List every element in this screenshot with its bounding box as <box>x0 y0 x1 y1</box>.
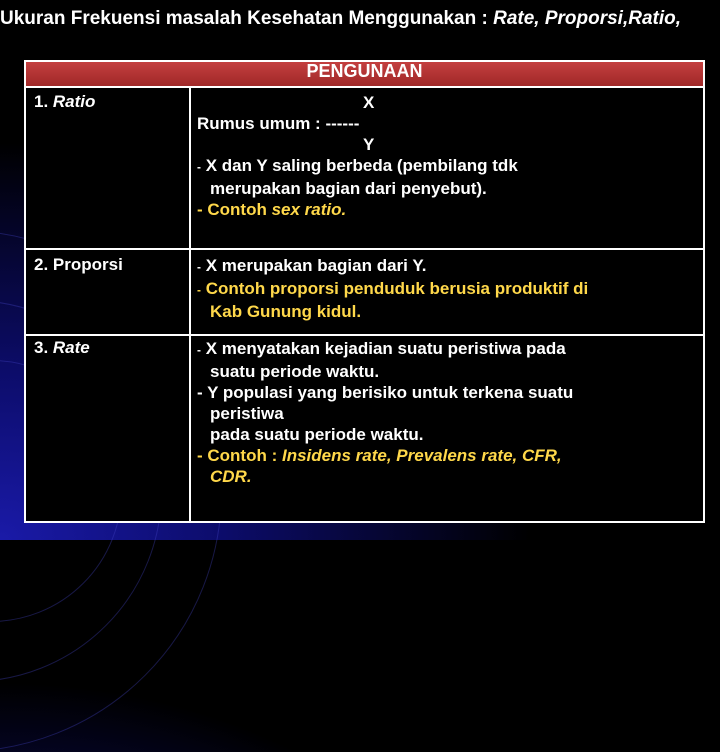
proporsi-point-1: - X merupakan bagian dari Y. <box>197 256 427 275</box>
row-label-ratio: 1. Ratio <box>34 92 96 111</box>
ratio-point-1: - X dan Y saling berbeda (pembilang tdk <box>197 156 518 175</box>
usage-table <box>24 60 705 523</box>
proporsi-example-cont: Kab Gunung kidul. <box>210 302 362 321</box>
row-content-rate <box>197 338 697 487</box>
formula-numerator: X <box>363 93 375 112</box>
table-header-label: PENGUNAAN <box>306 61 423 81</box>
rate-point-2-cont: pada suatu periode waktu. <box>210 425 424 444</box>
rate-point-1: - X menyatakan kejadian suatu peristiwa pada <box>197 339 566 358</box>
proporsi-example: - Contoh proporsi penduduk berusia produktif di <box>197 279 589 298</box>
row-content-proporsi <box>197 255 697 322</box>
formula-denominator: Y <box>363 135 375 154</box>
formula-label: Rumus umum : ------ <box>197 114 360 133</box>
rate-example: - Contoh : Insidens rate, Prevalens rate, CFR, <box>197 446 562 465</box>
row-content-ratio <box>197 92 697 220</box>
title-main: Ukuran Frekuensi masalah Kesehatan Menggunakan : <box>0 8 494 29</box>
row-label-proporsi: 2. Proporsi <box>34 255 123 274</box>
rate-point-2: - Y populasi yang berisiko untuk terkena suatu <box>197 383 574 402</box>
rate-point-2-cont: peristiwa <box>210 404 284 423</box>
slide-title <box>0 8 720 30</box>
ratio-point-1-cont: merupakan bagian dari penyebut). <box>210 179 487 198</box>
column-divider <box>189 88 191 521</box>
title-terms: Rate, Proporsi,Ratio, <box>493 8 682 29</box>
ratio-example: - Contoh sex ratio. <box>197 200 347 219</box>
table-header <box>26 62 703 88</box>
row-divider <box>26 248 703 250</box>
rate-example-cont: CDR. <box>210 467 252 486</box>
row-label-rate: 3. Rate <box>34 338 90 357</box>
rate-point-1-cont: suatu periode waktu. <box>210 362 380 381</box>
row-divider <box>26 334 703 336</box>
